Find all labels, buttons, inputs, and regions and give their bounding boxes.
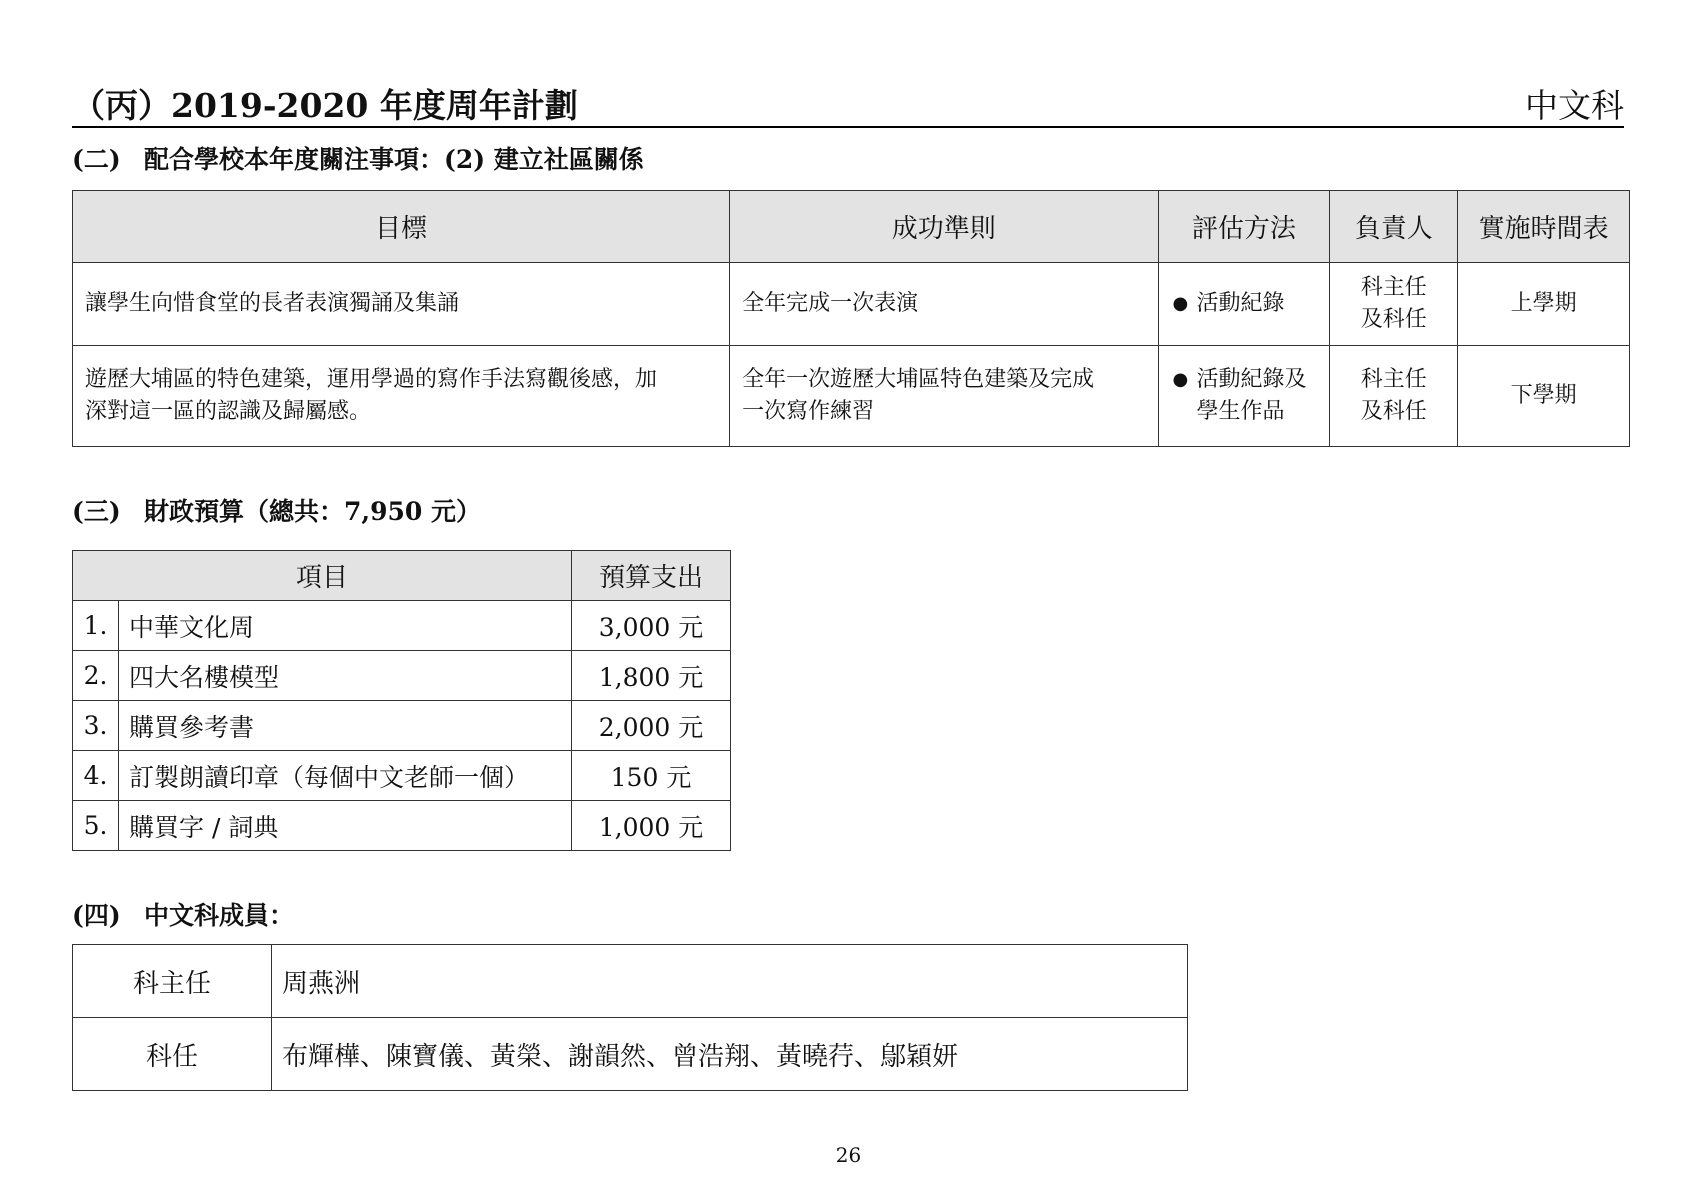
table-row: [73, 801, 731, 851]
criteria-cell: [730, 346, 1158, 447]
budget-amount: 1,000 元: [572, 801, 731, 851]
person-text-line1: 科主任: [1360, 367, 1427, 392]
section4-number: (四): [72, 901, 121, 930]
col-header-schedule: 實施時間表: [1458, 191, 1630, 263]
bullet-icon: ●: [1172, 293, 1189, 314]
section3-number: (三): [72, 497, 121, 526]
table-row: [73, 751, 731, 801]
person-cell: [1330, 346, 1458, 447]
budget-item: 四大名樓模型: [119, 651, 572, 701]
table-header-row: [73, 551, 731, 601]
row-number: 1.: [73, 601, 119, 651]
subject-name: 中文科: [1525, 86, 1624, 125]
goal-text-line1: 遊歷大埔區的特色建築，運用學過的寫作手法寫觀後感，加: [85, 367, 658, 392]
criteria-text-line1: 全年一次遊歷大埔區特色建築及完成: [742, 367, 1095, 392]
criteria-text-line2: 一次寫作練習: [742, 399, 875, 424]
row-number: 4.: [73, 751, 119, 801]
section2-title: 配合學校本年度關注事項：(2) 建立社區關係: [144, 145, 644, 174]
member-role: 科主任: [73, 945, 272, 1018]
table-row: [73, 601, 731, 651]
col-header-amount: 預算支出: [572, 551, 731, 601]
table-row: [73, 701, 731, 751]
goal-cell: [73, 263, 730, 346]
table-row: [73, 1018, 1188, 1091]
schedule-cell: 上學期: [1458, 263, 1630, 346]
col-header-goal: 目標: [73, 191, 730, 263]
budget-item: 購買參考書: [119, 701, 572, 751]
budget-item: 購買字 / 詞典: [119, 801, 572, 851]
col-header-item: 項目: [73, 551, 572, 601]
col-header-person: 負責人: [1330, 191, 1458, 263]
member-names: 周燕洲: [272, 945, 1188, 1018]
section4-heading: [72, 896, 294, 932]
budget-amount: 1,800 元: [572, 651, 731, 701]
table-row: [73, 346, 1630, 447]
section2-number: (二): [72, 145, 121, 174]
budget-item: 中華文化周: [119, 601, 572, 651]
row-number: 2.: [73, 651, 119, 701]
budget-amount: 150 元: [572, 751, 731, 801]
table-row: [73, 945, 1188, 1018]
method-text-line1: 活動紀錄及: [1196, 367, 1307, 392]
criteria-text: 全年完成一次表演: [742, 291, 919, 316]
focus-plan-table: [72, 190, 1630, 447]
criteria-cell: [730, 263, 1158, 346]
person-cell: [1330, 263, 1458, 346]
goal-text-line2: 深對這一區的認識及歸屬感。: [85, 399, 372, 424]
table-row: [73, 263, 1630, 346]
budget-item: 訂製朗讀印章（每個中文老師一個）: [119, 751, 572, 801]
person-text-line2: 及科任: [1360, 307, 1427, 332]
method-text-line2: 學生作品: [1196, 399, 1285, 424]
table-row: [73, 651, 731, 701]
title-row: [72, 84, 1624, 128]
section3-title: 財政預算（總共：7,950 元）: [144, 497, 481, 526]
method-text: 活動紀錄: [1196, 291, 1285, 316]
budget-amount: 2,000 元: [572, 701, 731, 751]
members-table: [72, 944, 1188, 1091]
plan-title: （丙）2019-2020 年度周年計劃: [72, 86, 578, 125]
schedule-cell: 下學期: [1458, 346, 1630, 447]
budget-table: [72, 550, 731, 851]
goal-cell: [73, 346, 730, 447]
bullet-icon: ●: [1172, 369, 1189, 390]
page-number: 26: [835, 1143, 862, 1167]
person-text-line2: 及科任: [1360, 399, 1427, 424]
row-number: 3.: [73, 701, 119, 751]
person-text-line1: 科主任: [1360, 275, 1427, 300]
row-number: 5.: [73, 801, 119, 851]
method-cell: [1158, 346, 1330, 447]
budget-amount: 3,000 元: [572, 601, 731, 651]
member-names: 布輝樺、陳寶儀、黃榮、謝韻然、曾浩翔、黃曉荇、鄔穎妍: [272, 1018, 1188, 1091]
method-cell: [1158, 263, 1330, 346]
col-header-criteria: 成功準則: [730, 191, 1158, 263]
col-header-method: 評估方法: [1158, 191, 1330, 263]
goal-text: 讓學生向惜食堂的長者表演獨誦及集誦: [85, 291, 460, 316]
section2-heading: [72, 140, 644, 176]
section4-title: 中文科成員：: [144, 901, 295, 930]
table-header-row: [73, 191, 1630, 263]
section3-heading: [72, 492, 481, 528]
member-role: 科任: [73, 1018, 272, 1091]
